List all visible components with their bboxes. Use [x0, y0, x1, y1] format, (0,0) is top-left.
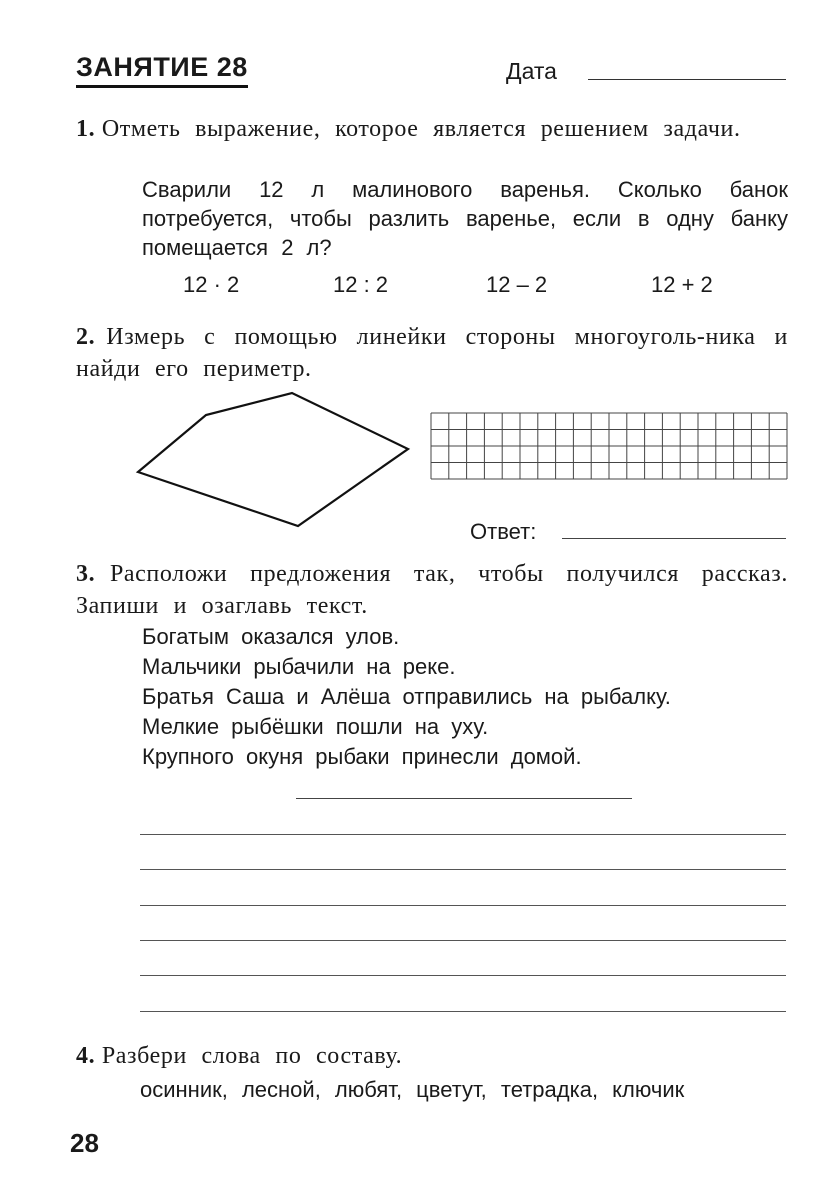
answer-label: Ответ: [470, 519, 537, 544]
story-sentence: Мелкие рыбёшки пошли на уху. [142, 714, 489, 739]
task-4-text: Разбери слова по составу. [101, 1043, 403, 1069]
writing-line[interactable] [140, 834, 786, 835]
writing-line[interactable] [140, 905, 786, 906]
answer-input-line[interactable] [562, 538, 786, 539]
story-sentences [142, 622, 788, 772]
task-3-text: Расположи предложения так, чтобы получился рассказ. Запиши и озаглавь текст. [76, 561, 788, 619]
story-sentence: Богатым оказался улов. [142, 624, 400, 649]
story-sentence: Братья Саша и Алёша отправились на рыбалку. [142, 684, 671, 709]
page-number: 28 [70, 1128, 99, 1158]
date-input-line[interactable] [588, 79, 786, 80]
writing-line[interactable] [140, 869, 786, 870]
expression-option[interactable]: 12 : 2 [333, 272, 389, 297]
date-label: Дата [506, 58, 557, 84]
story-title-line[interactable] [296, 798, 632, 799]
writing-line[interactable] [140, 1011, 786, 1012]
task-1-number: 1. [76, 116, 96, 142]
task-3-number: 3. [76, 561, 96, 587]
task-2-text: Измерь с помощью линейки стороны многоуголь-ника и найди его периметр. [76, 324, 788, 382]
task-4 [76, 1040, 788, 1072]
task-1-text: Отметь выражение, которое является решением задачи. [101, 116, 741, 142]
task-2-number: 2. [76, 324, 96, 350]
expression-option[interactable]: 12 + 2 [651, 272, 713, 297]
polygon-figure [130, 385, 420, 535]
task-4-number: 4. [76, 1043, 96, 1069]
writing-line[interactable] [140, 940, 786, 941]
task-2 [76, 321, 788, 385]
writing-line[interactable] [140, 975, 786, 976]
page-title: ЗАНЯТИЕ 28 [76, 52, 248, 88]
story-sentence: Мальчики рыбачили на реке. [142, 654, 456, 679]
expression-option[interactable]: 12 – 2 [486, 272, 548, 297]
answer-grid[interactable] [430, 412, 788, 480]
task-1-problem: Сварили 12 л малинового варенья. Сколько банок потребуется, чтобы разлить варенье, если в одну банку помещается 2 л? [142, 177, 788, 260]
story-sentence: Крупного окуня рыбаки принесли домой. [142, 744, 582, 769]
expression-option[interactable]: 12 · 2 [183, 272, 240, 297]
task-1 [76, 113, 788, 145]
task-4-words: осинник, лесной, любят, цветут, тетрадка, ключик [140, 1077, 685, 1102]
task-3 [76, 558, 788, 622]
